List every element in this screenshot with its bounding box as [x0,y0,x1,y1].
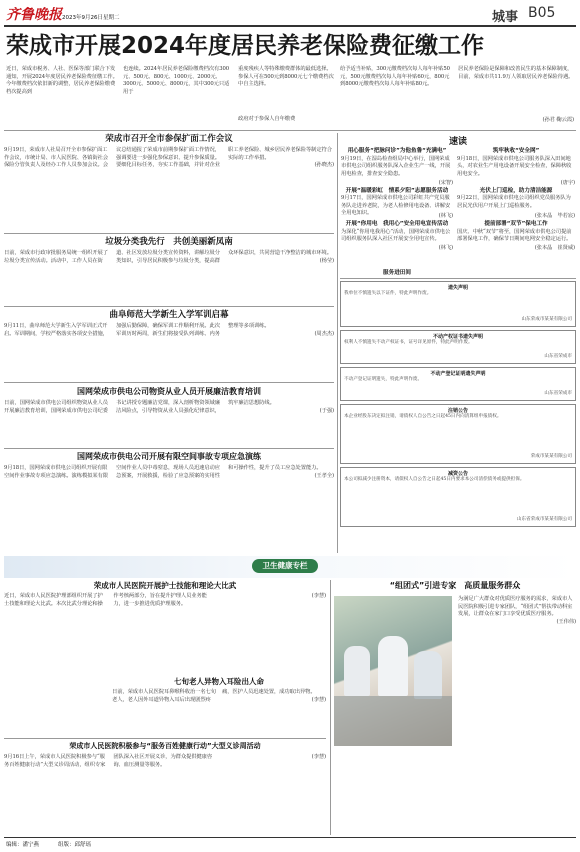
article-4 [4,386,334,446]
quick-item-byline: (张本晶 崔贤威) [534,244,575,251]
main-headline: 荣成市开展2024年度居民养老保险费征缴工作 [6,33,485,59]
quick-read-left [341,148,453,268]
quick-item-byline: (唐宇) [560,179,575,186]
quick-item-title: 光伏上门巡检，助力清洁能源 [479,187,553,194]
notices-area [340,281,576,553]
quick-item-title: 提前部署“双节”保电工作 [484,221,548,227]
quick-item-body: 9月17日，国网荣成市供电公司彩虹共产党员服务队走进养老院，为老人检修用电设备、讲解安全用电知识。 [341,195,451,217]
quick-item-byline: (宋智) [438,179,453,186]
article-3 [4,309,334,381]
article-byline: (李慧) [311,593,326,599]
newspaper-logo [6,4,62,24]
notice-body: 本公司拟减少注册资本，请债权人自公告之日起45日内要求本公司清偿债务或提供担保。 [344,477,525,482]
article-title: 国网荣成市供电公司物资从业人员开展廉洁教育培训 [77,387,261,396]
divider [340,278,576,279]
article-body: 日前，荣成市行政审批服务局统一组织开展了垃圾分类宣传活动。活动中，工作人员在街道、社区发放垃圾分类宣传资料，讲解垃圾分类知识，引导居民积极参与垃圾分类，提高群众环保意识，共同营造干净整洁的城市环境。 (杨莹) [4,250,334,264]
article-title: 七旬老人异物入耳险出人命 [174,677,264,686]
article-title: 曲阜师范大学新生入学军训启幕 [109,310,229,320]
column-separator [337,133,338,553]
article-1 [4,133,334,234]
health-article-3 [4,741,326,835]
lead-column-4: 给予适当补贴，300元缴费档次每人每年补贴50元，500元缴费档次每人每年补贴60元，800元到8000元缴费档次每人每年补贴80元。 [340,66,450,88]
notice-title: 注销公告 [447,408,468,414]
article-2 [4,236,334,306]
divider [4,233,334,234]
article-body-left [334,750,452,830]
quick-item-body: 为深化“你用电我用心”活动，国网荣成市供电公司组织服务队深入社区开展安全用电宣传。 [341,228,451,243]
article-byline: (王伟伟) [556,618,576,625]
notice-box [340,404,576,464]
quick-item-body: 国庆、中秋“双节”将至，国网荣成市供电公司提前部署保电工作，确保节日期间电网安全稳定运行。 [457,228,572,243]
quick-item-byline: (林飞) [438,244,453,251]
footer-editor: 编辑：潘宁燕 [6,842,40,848]
quick-item-body: 9月19日，在湿岛检查组局中心举行，国网荣成市供电公司组织服务队深入企业生产一线，开展用电检查，排查安全隐患。 [341,155,451,177]
quick-read-right [457,148,575,268]
article-body: 9月18日，国网荣成市供电公司组织开展有限空间作业事故专项应急演练。演练模拟某有限空间作业人员中毒窒息，现场人员迅速启动应急预案，开展救援，检验了应急预案的实用性和可操作性，提升了员工应急处置能力。 (王孝全) [4,465,334,479]
notice-title: 不动产权证书遗失声明 [432,334,483,340]
health-article-1 [4,580,326,676]
lead-column-3: 重度残疾人等特殊缴费群体的最低选择。参保人可在500元到8000元七个缴费档次中自主选择。 [238,66,334,88]
notice-box [340,467,576,527]
lead-rule [4,130,576,131]
lead-column-3b: 政府对于参保人自年缴费 [238,116,296,122]
lead-column-2: 也连续。2024年居民养老保险缴费档次有300元、500元、800元、1000元、2000元、3000元、5000元、8000元，其中300元只适用于 [123,66,230,95]
article-byline: (李慧) [311,696,326,703]
divider [4,306,334,307]
notice-footer: 山东省荣成市某某有限公司 [516,517,572,522]
article-title: 荣成市人民医院开展护士技能和理论大比武 [93,581,237,590]
quick-item-byline: (张本晶 毕若宸) [534,213,575,219]
page-number: B05 [528,5,556,21]
notice-body: 本企业经股东决定拟注销，请债权人自公告之日起45日内向清算组申报债权。 [344,414,502,419]
notice-body: 权利人不慎遗失不动产权证书，证号详见原件，特此声明作废。 [344,340,473,345]
article-byline: (王孝全) [314,472,334,479]
article-byline: (杨莹) [319,257,334,264]
notice-footer: 荣成市某某有限公司 [530,454,572,459]
article-body: 近日，荣成市人民医院护理部组织开展了护士技能和理论大比武。本次比武分理论和操作考核两部分，旨在提升护理人员业务能力，进一步推进优质护理服务。 (李慧) [4,593,326,607]
article-title: 国网荣成市供电公司开展有限空间事故专项应急演练 [77,452,261,461]
notice-box [340,281,576,327]
quick-item-title: 开展“温暖彩虹 情系夕阳”志愿服务活动 [345,187,449,194]
article-title: 荣成市人民医院积极参与“服务百姓健康行动”大型义诊周活动 [69,742,261,750]
quick-item-title: 用心服务“把脉问诊”为他鱼鲁“充满电” [347,148,447,154]
divider [4,448,334,449]
article-byline: (于强) [319,407,334,414]
notice-footer: 山东省荣成市 [544,354,572,359]
quick-item-byline: (林飞) [438,213,453,219]
health-article-2 [112,676,326,736]
quick-item-title: 筑牢秋收“安全网” [492,148,540,154]
lead-column-1: 近日，荣成市税务、人社、医保等部门联合下发通知，开展2024年度居民养老保险费征缴工作。今年缴费档次依旧新的调整，居民养老保险缴费档次提高到 [6,66,118,95]
article-title: 垃圾分类我先行 共创美丽新凤南 [105,237,233,247]
news-photo [334,596,452,746]
quick-item-title: 开展“你用电 我用心”安全用电宣传活动 [345,221,449,227]
health-article-4 [334,580,576,835]
article-byline: (李慧) [311,754,326,760]
logo-text: 齐鲁晚报 [6,7,62,23]
divider [4,738,326,739]
footer-rule [4,837,576,838]
issue-weekday: 星期二 [103,15,120,21]
lead-column-5: 居民养老保险是保障和改善民生的基本保障制度，目前，荣成市共11.9万人领取居民养老保险待遇。 [458,66,574,80]
notice-title: 不动产登记证明遗失声明 [430,371,486,377]
quick-item-body: 9月22日，国网荣成市供电公司组织党员服务队为居民光伏用户开展上门巡检服务。 [457,195,571,209]
health-banner [4,556,576,578]
health-article-1-cont [4,678,108,738]
article-body: 日前，荣成市人民医院耳鼻喉科收治一名七旬老人，老人因外耳道异物入耳后出现剧烈疼痛，医护人员迅速处置，成功取出异物。 (李慧) [112,689,326,703]
notice-footer: 山东荣成市某某有限公司 [521,317,572,322]
article-body: 9月19日，荣成市人社局召开全市参保扩面工作会议，市统计局、市人民医院、各镇街社会保险分管负责人及经办工作人员参加会议。会议总结通报了荣成市前期参保扩面工作情况，强调要进一步强化参保意识、提升参保质量。要细化目标任务，夯实工作基础，并针对企业职工养老保险、城乡居民养老保险等制定符合实际的工作举措。 (孙晓杰) [4,147,334,169]
article-body: 为满足广大群众对优质医疗服务的需求，荣成市人民医院积极引进专家团队，“组团式”帮扶带动科室发展，让群众在家门口享受优质医疗服务。 (王伟伟) [458,596,576,625]
article-body: 9月11日，曲阜师范大学新生入学军训正式开启。军训期间，学校严格落实各项安全措施，加强后勤保障，确保军训工作顺利开展。此次军训历时两周，新生们将接受队列训练、内务整理等多项训练。 (周杰杰) [4,323,334,337]
notice-footer: 山东省荣成市 [544,391,572,396]
quick-item-body: 9月18日，国网荣成市供电公司服务队深入田间地头，对农业生产用电设备开展安全检查，保障秋收用电安全。 [457,155,572,177]
article-byline: (周杰杰) [314,330,334,337]
notice-box [340,330,576,364]
article-title: 荣成市召开全市参保扩面工作会议 [105,134,233,144]
article-5 [4,451,334,551]
notice-box [340,367,576,401]
notice-title: 遗失声明 [447,285,468,291]
health-badge [252,559,318,573]
divider [4,382,334,383]
article-body: 9月16日上午，荣成市人民医院积极参与“服务百姓健康行动”大型义诊周活动，组织专家团队深入社区开展义诊，为群众提供健康咨询、血压测量等服务。 (李慧) [4,754,326,768]
issue-date: 2023年9月26日 [62,15,103,21]
quick-read-title: 速读 [448,137,467,147]
footer-designer: 组版：邱舒瑶 [58,842,92,848]
quick-item-title: 服务进田间 [383,270,411,276]
lead-byline: (孙君 鞠云霞) [542,117,574,123]
article-title: “组团式”引进专家 高质量服务群众 [389,581,521,590]
health-badge-label: 卫生健康专栏 [262,561,308,570]
column-separator [330,580,331,835]
masthead-rule [4,25,576,27]
notice-title: 减资公告 [447,471,468,477]
article-byline: (孙晓杰) [314,162,334,169]
article-body: 日前，国网荣成市供电公司组织物资从业人员开展廉洁教育培训，国网荣成市供电公司纪委书记讲授专题廉洁党课，深入剖析物资领域廉洁风险点，引导物资从业人员强化纪律意识，筑牢廉洁思想防线。 (于强) [4,400,334,414]
section-name: 城事 [492,10,519,25]
notice-body: 不动产登记证明遗失，特此声明作废。 [344,377,423,382]
notice-body: 我单位不慎遗失以下证件，特此声明作废。 [344,291,432,296]
